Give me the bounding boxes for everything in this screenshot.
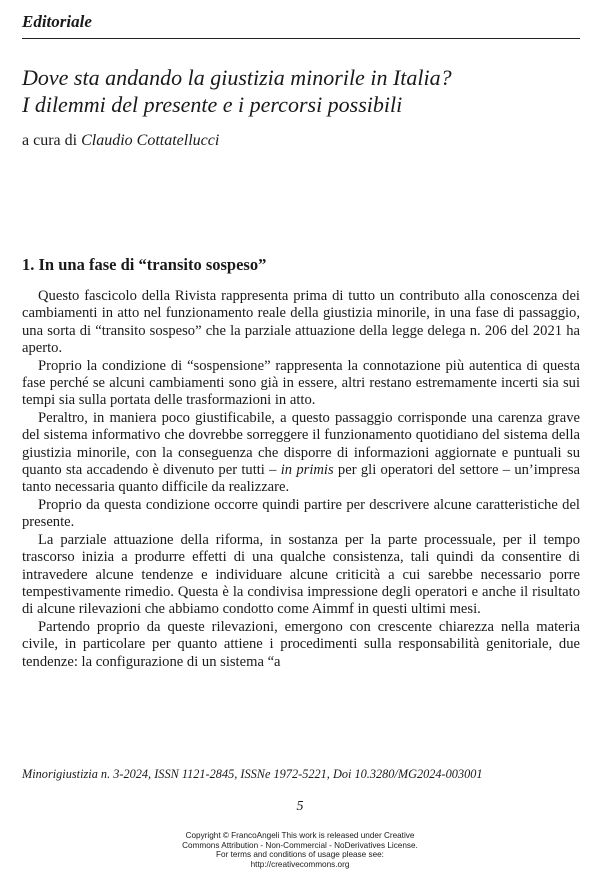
- author-name: Claudio Cottatellucci: [81, 132, 220, 149]
- paragraph: Questo fascicolo della Rivista rappresenta prima di tutto un contributo alla conoscenza dei cambiamenti in atto nel funzionamento reale della giustizia minorile, in una fase di passaggio, una sorta di “transito sospeso” che la parziale attuazione della legge delega n. 206 del 2021 ha aperto.: [22, 288, 580, 357]
- article-title: [22, 64, 582, 118]
- byline-prefix: a cura di: [22, 132, 82, 149]
- journal-citation: Minorigiustizia n. 3-2024, ISSN 1121-2845, ISSNe 1972-5221, Doi 10.3280/MG2024-003001: [22, 767, 483, 781]
- paragraph: [22, 410, 580, 497]
- copyright-link[interactable]: http://creativecommons.org: [250, 859, 350, 869]
- paragraph: Proprio la condizione di “sospensione” rappresenta la connotazione più autentica di questa fase perché se alcuni cambiamenti sono già in essere, altri restano estremamente incerti sia sui tempi sia sulla portata delle trasformazioni in atto.: [22, 357, 580, 409]
- article-body: [22, 288, 580, 671]
- header-rule: [22, 38, 580, 39]
- paragraph-emphasis: in primis: [280, 462, 334, 479]
- page-number: 5: [296, 799, 304, 814]
- paragraph: Proprio da questa condizione occorre quindi partire per descrivere alcune caratteristiche del presente.: [22, 496, 580, 531]
- section-label: Editoriale: [22, 12, 92, 31]
- paragraph: Partendo proprio da queste rilevazioni, emergono con crescente chiarezza nella materia civile, in particolare per quanto attiene i procedimenti sulla responsabilità genitoriale, due tendenze: la configurazione di un sistema “a: [22, 618, 580, 670]
- copyright-line: Commons Attribution - Non-Commercial - NoDerivatives License.: [182, 840, 418, 850]
- copyright-line: Copyright © FrancoAngeli This work is released under Creative: [185, 831, 415, 840]
- paragraph-text: per gli operatori del settore – un’impresa tanto necessaria quanto difficile da realizzare.: [22, 462, 580, 496]
- article-title-line-1: Dove sta andando la giustizia minorile in Italia?: [22, 65, 452, 90]
- paragraph-text: Peraltro, in maniera poco giustificabile, a questo passaggio corrisponde una carenza grave del sistema informativo che dovrebbe sorreggere il funzionamento quotidiano del sistema della giustizia minorile, con la conseguenza che disporre di informazioni aggiornate e puntuali su quanto sta accadendo è divenuto per tutti –: [22, 409, 580, 479]
- paragraph: La parziale attuazione della riforma, in sostanza per la parte processuale, per il tempo trascorso inizia a produrre effetti di una qualche consistenza, tali quindi da consentire di intravedere alcune tendenze e individuare alcune criticità a cui sarebbe necessario porre tempestivamente rimedio. Questa è la condivisa impressione degli operatori e anche il risultato di alcune rilevazioni che abbiamo condotto come Aimmf in questi ultimi mesi.: [22, 531, 580, 618]
- copyright-notice: [0, 831, 600, 869]
- article-title-line-2: I dilemmi del presente e i percorsi possibili: [22, 92, 403, 117]
- section-heading: 1. In una fase di “transito sospeso”: [22, 255, 267, 274]
- copyright-line: For terms and conditions of usage please see:: [216, 850, 384, 859]
- byline: [22, 132, 219, 150]
